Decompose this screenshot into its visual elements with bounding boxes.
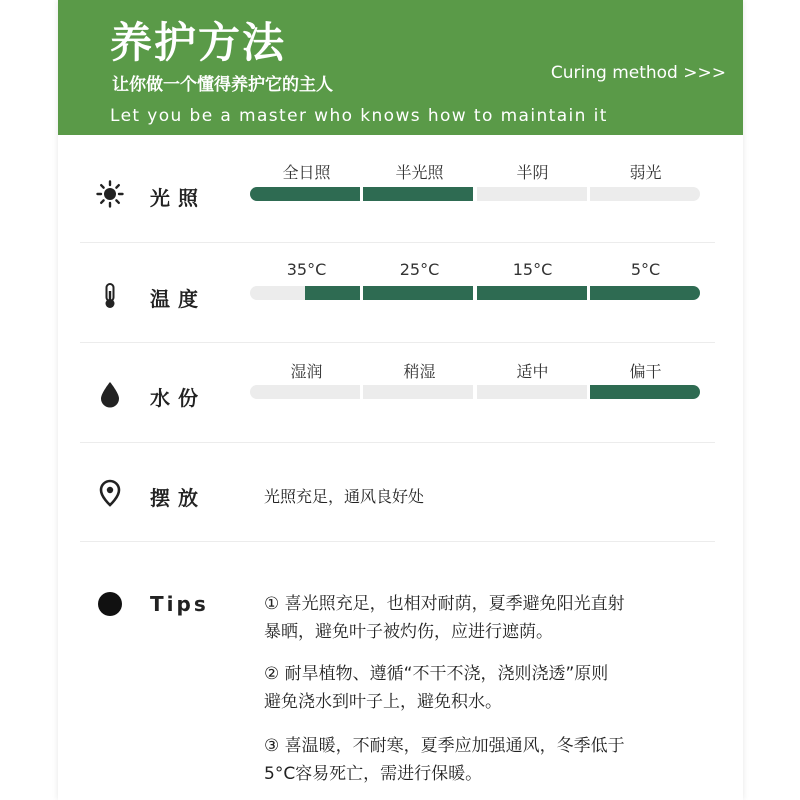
tip-line: 避免浇水到叶子上，避免积水。 — [264, 692, 502, 712]
light-level-label: 全日照 — [282, 163, 331, 182]
light-level-label: 弱光 — [629, 163, 662, 182]
light-level-bar — [250, 187, 702, 201]
bar-segment — [250, 385, 360, 399]
light-scale-labels — [250, 160, 702, 182]
tips-label: Tips — [150, 592, 209, 616]
bar-segment — [590, 187, 700, 201]
tip-line: 暴晒，避免叶子被灼伤，应进行遮荫。 — [264, 622, 553, 642]
thermometer-icon — [96, 282, 124, 310]
water-level-label: 稍湿 — [403, 362, 436, 381]
water-level-label: 偏干 — [629, 362, 662, 381]
tip-item — [264, 732, 719, 788]
divider — [80, 242, 715, 243]
curing-method-label: Curing method >>> — [550, 63, 726, 83]
bar-segment — [363, 187, 473, 201]
bar-segment-active — [305, 286, 360, 300]
page-subtitle: 让你做一个懂得养护它的主人 — [112, 75, 333, 95]
water-level-label: 适中 — [516, 362, 549, 381]
location-pin-icon — [96, 479, 124, 507]
temperature-range-bar — [250, 286, 702, 300]
page-title: 养护方法 — [110, 18, 287, 67]
divider — [80, 442, 715, 443]
temperature-level-label: 5°C — [630, 260, 661, 279]
header-banner — [58, 0, 743, 135]
tip-item — [264, 590, 719, 646]
tip-line: ① 喜光照充足，也相对耐荫，夏季避免阳光直射 — [264, 594, 625, 614]
water-level-label: 湿润 — [290, 362, 323, 381]
water-scale-labels — [250, 359, 702, 381]
bar-segment-active — [477, 286, 587, 300]
light-label: 光照 — [150, 186, 206, 210]
placement-text: 光照充足，通风良好处 — [264, 487, 425, 506]
temperature-level-label: 25°C — [399, 260, 440, 279]
placement-label: 摆放 — [150, 486, 206, 510]
bullet-dot-icon — [96, 590, 124, 618]
bar-segment — [477, 385, 587, 399]
temperature-scale-labels — [250, 260, 702, 282]
bar-segment — [477, 187, 587, 201]
tip-item — [264, 660, 719, 716]
light-level-label: 半阴 — [516, 163, 549, 182]
bar-segment-active — [363, 286, 473, 300]
tip-line: ③ 喜温暖，不耐寒，夏季应加强通风，冬季低于 — [264, 736, 625, 756]
divider — [80, 541, 715, 542]
bar-segment — [363, 385, 473, 399]
temperature-level-label: 15°C — [512, 260, 553, 279]
tip-line: ② 耐旱植物、遵循“不干不浇，浇则浇透”原则 — [264, 664, 609, 684]
water-level-bar — [250, 385, 702, 399]
temperature-label: 温度 — [150, 287, 206, 311]
water-label: 水份 — [150, 386, 206, 410]
care-guide-card — [58, 0, 743, 800]
bar-segment-active — [590, 286, 700, 300]
sun-icon — [96, 180, 124, 208]
bar-segment — [250, 187, 360, 201]
light-level-label: 半光照 — [395, 163, 444, 182]
divider — [80, 342, 715, 343]
water-drop-icon — [96, 380, 124, 408]
temperature-level-label: 35°C — [286, 260, 327, 279]
tip-line: 5°C容易死亡，需进行保暖。 — [264, 764, 483, 784]
english-subtitle: Let you be a master who knows how to maintain it — [110, 106, 608, 126]
bar-segment — [590, 385, 700, 399]
